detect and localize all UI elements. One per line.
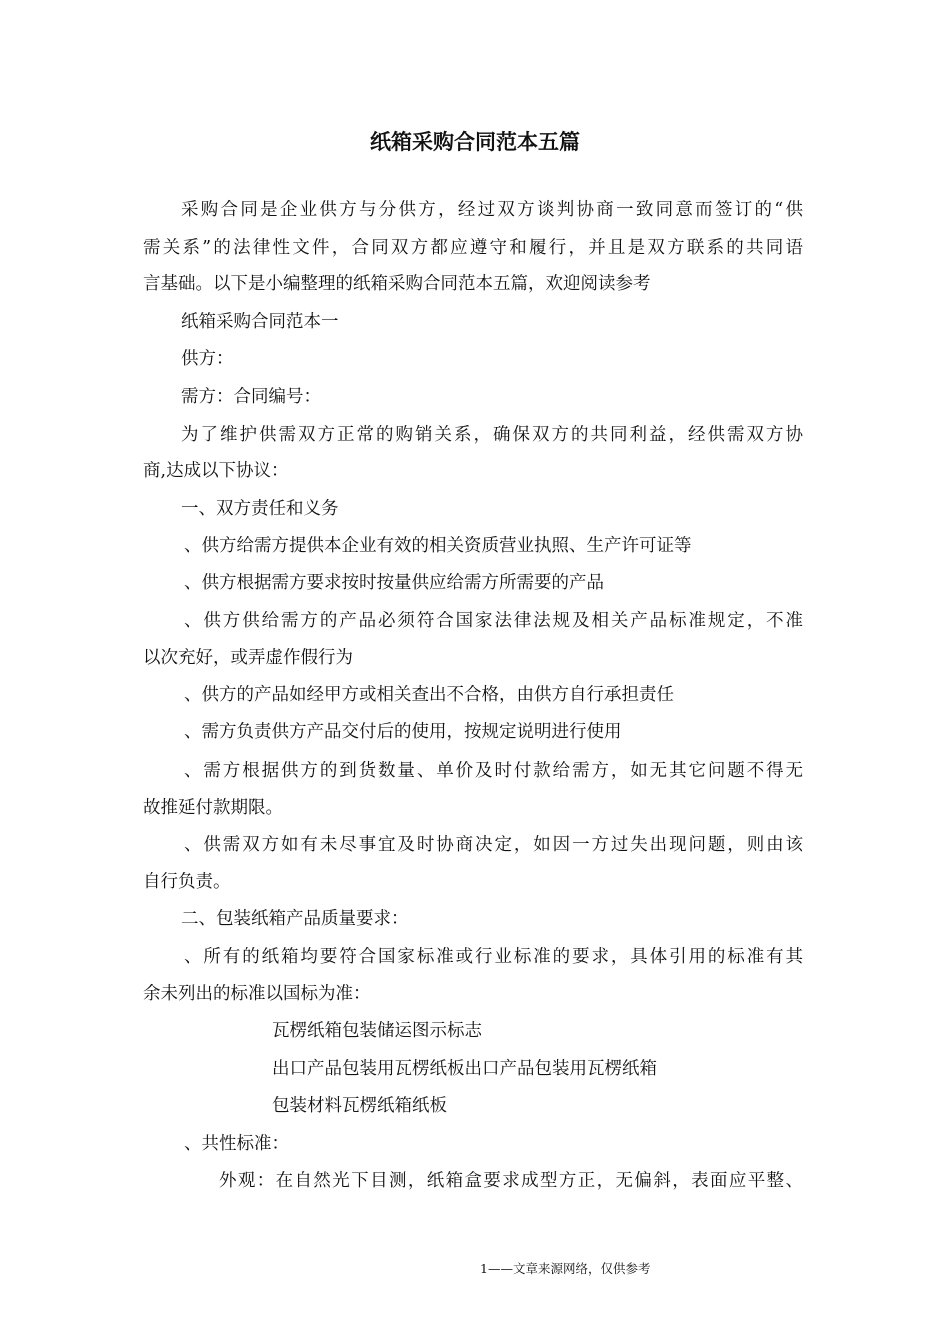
clause-line: 、所有的纸箱均要符合国家标准或行业标准的要求，具体引用的标准有其 <box>184 947 803 967</box>
standard-item: 出口产品包装用瓦楞纸板出口产品包装用瓦楞纸箱 <box>272 1059 657 1079</box>
paragraph-line: 言基础。以下是小编整理的纸箱采购合同范本五篇，欢迎阅读参考 <box>143 274 651 294</box>
clause-line: 、需方根据供方的到货数量、单价及时付款给需方，如无其它问题不得无 <box>184 761 803 781</box>
clause-line: 外观：在自然光下目测，纸箱盒要求成型方正，无偏斜，表面应平整、 <box>219 1171 803 1191</box>
standard-item: 包装材料瓦楞纸箱纸板 <box>272 1096 447 1116</box>
document-title: 纸箱采购合同范本五篇 <box>370 130 580 154</box>
standard-item: 瓦楞纸箱包装储运图示标志 <box>272 1021 482 1041</box>
paragraph-line: 采购合同是企业供方与分供方，经过双方谈判协商一致同意而签订的“供 <box>181 200 803 220</box>
clause-line: 、共性标准： <box>184 1134 289 1154</box>
clause-line: 余未列出的标准以国标为准： <box>143 984 371 1004</box>
section-heading: 一、双方责任和义务 <box>181 499 339 519</box>
clause-line: 、供方根据需方要求按时按量供应给需方所需要的产品 <box>184 573 604 593</box>
clause-line: 、需方负责供方产品交付后的使用，按规定说明进行使用 <box>184 722 622 742</box>
supplier-field: 供方： <box>181 349 234 369</box>
clause-line: 、供方供给需方的产品必须符合国家法律法规及相关产品标准规定，不准 <box>184 611 803 631</box>
paragraph-line: 需关系”的法律性文件，合同双方都应遵守和履行，并且是双方联系的共同语 <box>143 238 803 258</box>
clause-line: 以次充好，或弄虚作假行为 <box>143 648 353 668</box>
clause-line: 、供方的产品如经甲方或相关查出不合格，由供方自行承担责任 <box>184 685 674 705</box>
page-footer: 1——文章来源网络，仅供参考 <box>480 1261 651 1276</box>
buyer-field: 需方：合同编号： <box>181 387 321 407</box>
clause-line: 、供需双方如有未尽事宜及时协商决定，如因一方过失出现问题，则由该 <box>184 835 803 855</box>
clause-line: 自行负责。 <box>143 872 231 892</box>
section-heading: 纸箱采购合同范本一 <box>181 312 339 332</box>
clause-line: 、供方给需方提供本企业有效的相关资质营业执照、生产许可证等 <box>184 536 692 556</box>
section-heading: 二、包装纸箱产品质量要求： <box>181 909 409 929</box>
clause-line: 故推延付款期限。 <box>143 798 283 818</box>
paragraph-line: 商,达成以下协议： <box>143 461 289 481</box>
paragraph-line: 为了维护供需双方正常的购销关系，确保双方的共同利益，经供需双方协 <box>181 425 803 445</box>
